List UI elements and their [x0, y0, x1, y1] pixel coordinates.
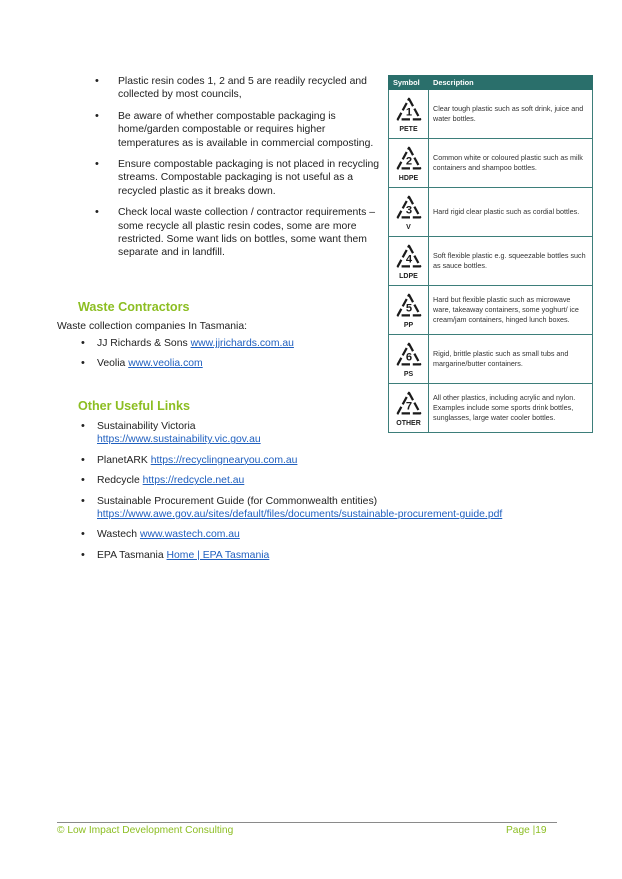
table-header-row [389, 76, 593, 90]
useful-link[interactable]: https://recyclingnearyou.com.au [150, 454, 298, 466]
link-name: Redcycle [97, 475, 140, 487]
list-item [97, 549, 537, 562]
recycling-triangle-icon [395, 144, 423, 174]
recycling-triangle-icon [395, 242, 423, 272]
resin-code-label: LDPE [399, 272, 418, 280]
symbol-cell [389, 90, 429, 139]
list-item [97, 337, 537, 350]
waste-contractors-list [97, 337, 537, 378]
recycling-triangle-icon [395, 193, 423, 223]
footer-copyright: © Low Impact Development Consulting [57, 825, 234, 836]
waste-intro-text: Waste collection companies In Tasmania: [57, 321, 248, 332]
plastic-codes-table [388, 75, 593, 433]
description-column-header: Description [429, 76, 593, 90]
recycling-tips-list [118, 75, 380, 268]
table-row [389, 139, 593, 188]
resin-code-label: PS [403, 370, 414, 378]
footer-divider [57, 822, 557, 823]
resin-code-number: 3 [405, 204, 412, 217]
resin-code-number: 2 [405, 155, 412, 168]
list-item [97, 357, 537, 370]
resin-code-number: 1 [405, 106, 412, 119]
contractor-link[interactable]: www.veolia.com [128, 358, 203, 370]
contractor-name: Veolia [97, 358, 126, 370]
symbol-cell [389, 188, 429, 237]
table-row [389, 188, 593, 237]
link-name: PlanetARK [97, 454, 148, 466]
list-item [97, 474, 537, 487]
description-cell: All other plastics, including acrylic and nylon. Examples include some sports drink bottles, sunglasses, large water cooler bottles. [429, 384, 593, 433]
description-cell: Hard rigid clear plastic such as cordial bottles. [429, 188, 593, 237]
list-item [97, 528, 537, 541]
link-name: Sustainability Victoria [97, 421, 196, 432]
useful-link[interactable]: Home | EPA Tasmania [166, 549, 270, 561]
resin-code-label: OTHER [396, 419, 421, 427]
contractor-name: JJ Richards & Sons [97, 338, 188, 349]
tip-item: • Ensure compostable packaging is not placed in recycling streams. Compostable packaging is not useful as a recycled plastic as it breaks down. [118, 158, 380, 198]
useful-link[interactable]: https://www.awe.gov.au/sites/default/files/documents/sustainable-procurement-guide.pdf [97, 509, 503, 521]
recycling-triangle-icon [395, 291, 423, 321]
list-item [97, 495, 537, 522]
resin-code-number: 6 [405, 351, 412, 364]
useful-links-heading: Other Useful Links [78, 399, 190, 413]
link-name: EPA Tasmania [97, 549, 164, 561]
link-name: Sustainable Procurement Guide (for Commonwealth entities) [97, 495, 378, 507]
footer-page-number: Page |19 [506, 825, 547, 836]
useful-links-list [97, 420, 537, 569]
useful-link[interactable]: https://www.sustainability.vic.gov.au [97, 434, 261, 446]
recycling-triangle-icon [395, 389, 423, 419]
resin-code-label: PETE [399, 125, 418, 133]
description-cell: Hard but flexible plastic such as microwave ware, takeaway containers, some yoghurt/ ice cream/jam containers, hinged lunch boxes. [429, 286, 593, 335]
description-cell: Common white or coloured plastic such as milk containers and shampoo bottles. [429, 139, 593, 188]
resin-code-label: PP [403, 321, 414, 329]
resin-code-number: 7 [405, 400, 412, 413]
symbol-column-header: Symbol [389, 76, 429, 90]
useful-link[interactable]: https://redcycle.net.au [142, 475, 245, 487]
table-row [389, 286, 593, 335]
description-cell: Clear tough plastic such as soft drink, juice and water bottles. [429, 90, 593, 139]
tip-item: • Plastic resin codes 1, 2 and 5 are readily recycled and collected by most councils, [118, 75, 380, 102]
recycling-triangle-icon [395, 95, 423, 125]
tip-item: • Check local waste collection / contractor requirements – some recycle all plastic resin codes, some are more restricted. Some want lids on bottles, some want them separate and in landfill. [118, 206, 380, 260]
contractor-link[interactable]: www.jjrichards.com.au [190, 338, 294, 349]
list-item [97, 454, 537, 467]
link-name: Wastech [97, 529, 138, 541]
list-item [97, 420, 537, 447]
waste-contractors-heading: Waste Contractors [78, 300, 190, 314]
useful-link[interactable]: www.wastech.com.au [139, 529, 240, 541]
description-cell: Rigid, brittle plastic such as small tubs and margarine/butter containers. [429, 335, 593, 384]
symbol-cell [389, 237, 429, 286]
description-cell: Soft flexible plastic e.g. squeezable bottles such as sauce bottles. [429, 237, 593, 286]
symbol-cell [389, 286, 429, 335]
table-row [389, 237, 593, 286]
table-row [389, 90, 593, 139]
resin-code-label: HDPE [398, 174, 419, 182]
symbol-cell [389, 139, 429, 188]
tip-item: • Be aware of whether compostable packaging is home/garden compostable or requires higher temperatures as is available in commercial composting. [118, 110, 380, 150]
resin-code-number: 5 [405, 302, 412, 315]
resin-code-label: V [406, 223, 411, 231]
resin-code-number: 4 [405, 253, 412, 266]
